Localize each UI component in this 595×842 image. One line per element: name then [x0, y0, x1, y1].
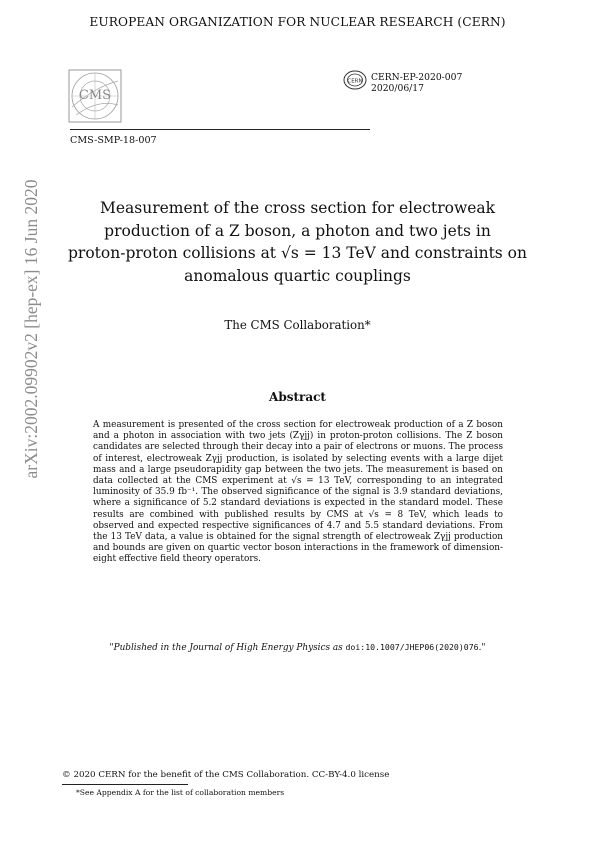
publication-suffix: ." — [478, 643, 486, 653]
arxiv-stamp: arXiv:2002.09902v2 [hep-ex] 16 Jun 2020 — [21, 179, 41, 479]
cern-report-number: CERN-EP-2020-007 — [371, 72, 463, 83]
copyright-line: © 2020 CERN for the benefit of the CMS Collaboration. CC-BY-4.0 license — [62, 770, 390, 780]
report-number: CMS-SMP-18-007 — [70, 135, 157, 146]
title-line-4: anomalous quartic couplings — [184, 266, 411, 285]
title-line-3-post: = 13 TeV and constraints on — [298, 244, 527, 262]
abstract-heading: Abstract — [269, 390, 326, 404]
cms-logo-icon — [68, 69, 122, 123]
header-rule — [70, 129, 370, 130]
svg-text:CERN: CERN — [347, 78, 363, 85]
abstract-text: A measurement is presented of the cross section for electroweak production of a Z boson and a photon in association with two jets (Zγjj) in proton-proton collisions. The Z boson candidates are selected through their decay into a pair of electrons or muons. The process of interest, electroweak Zγjj production, is isolated by selecting events with a large dijet mass and a large pseudorapidity gap between the two jets. The measurement is based on data collected at the CMS experiment at √s = 13 TeV, corresponding to an integrated luminosity of 35.9 fb⁻¹. The observed significance of the signal is 3.9 standard deviations, where a significance of 5.2 standard deviations is expected in the standard model. These results are combined with published results by CMS at √s = 8 TeV, which leads to observed and expected respective significances of 4.7 and 5.5 standard deviations. From the 13 TeV data, a value is obtained for the signal strength of electroweak Zγjj production and bounds are given on quartic vector boson interactions in the framework of dimension-eight effective field theory operators. — [93, 420, 503, 565]
cern-report-block — [371, 72, 462, 94]
cern-seal-icon — [343, 70, 367, 90]
paper-title — [0, 197, 595, 287]
footnote: *See Appendix A for the list of collaboration members — [76, 788, 285, 797]
title-line-2: production of a Z boson, a photon and two jets in — [104, 221, 491, 240]
sqrt-s: √s — [280, 244, 299, 262]
title-line-3 — [0, 242, 595, 265]
title-line-1: Measurement of the cross section for electroweak — [99, 199, 496, 217]
doi-link[interactable]: doi:10.1007/JHEP06(2020)076 — [345, 642, 479, 652]
organization-header: EUROPEAN ORGANIZATION FOR NUCLEAR RESEARCH (CERN) — [89, 15, 506, 29]
author-line: The CMS Collaboration* — [224, 318, 371, 332]
title-line-3-pre: proton-proton collisions at — [68, 244, 281, 262]
publication-note — [0, 642, 595, 653]
footnote-rule — [62, 784, 188, 785]
svg-text:CMS: CMS — [78, 88, 112, 103]
publication-prefix: "Published in the Journal of High Energy Physics as — [109, 643, 346, 653]
report-date: 2020/06/17 — [371, 83, 424, 94]
